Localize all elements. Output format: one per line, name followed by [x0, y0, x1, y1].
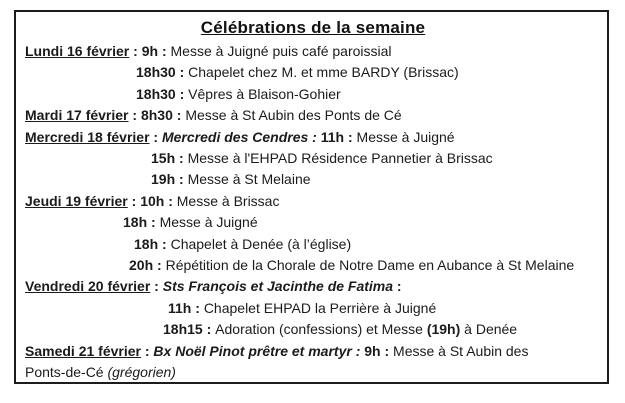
- time-label: (19h): [426, 321, 461, 338]
- separator: :: [127, 192, 141, 209]
- time-label: 9h: [364, 342, 381, 359]
- time-label: 18h15: [163, 321, 203, 338]
- event-text: Messe à Juigné: [356, 128, 455, 145]
- separator: :: [147, 214, 160, 231]
- event-text: Répétition de la Chorale de Notre Dame en Aubance à St Melaine: [165, 257, 575, 274]
- schedule-line: [25, 127, 601, 148]
- day-label: Vendredi 20 février: [25, 278, 151, 295]
- page-title: Célébrations de la semaine: [200, 18, 426, 37]
- time-label: 18h30: [136, 64, 176, 81]
- time-label: 19h: [151, 171, 176, 188]
- feast-label: Mercredi des Cendres :: [161, 128, 321, 145]
- schedule-line: [25, 234, 601, 255]
- schedule-line: [25, 169, 601, 190]
- feast-label: Bx Noël Pinot prêtre et martyr :: [153, 342, 365, 359]
- separator: :: [158, 43, 171, 59]
- event-text: Chapelet à Denée (à l’église): [170, 235, 352, 252]
- separator: :: [153, 257, 166, 274]
- event-text: Messe à St Aubin des Ponts de Cé: [185, 107, 402, 124]
- schedule-line: [25, 41, 601, 62]
- schedule-line: [25, 84, 601, 105]
- event-text: Messe à Brissac: [176, 192, 280, 209]
- separator: :: [380, 342, 394, 359]
- time-label: 9h: [141, 43, 159, 59]
- italic-note: (grégorien): [107, 364, 176, 381]
- schedule-line: [25, 362, 601, 383]
- schedule-line: [25, 276, 601, 297]
- day-label: Mardi 17 février: [25, 107, 129, 124]
- day-label: Lundi 16 février: [25, 43, 130, 59]
- schedule-line: [25, 298, 601, 319]
- time-label: 8h30: [140, 107, 173, 124]
- separator: :: [158, 235, 171, 252]
- schedule-line: [25, 341, 601, 362]
- schedule-line: [25, 212, 601, 233]
- separator: :: [164, 192, 177, 209]
- separator: :: [129, 43, 142, 59]
- separator: :: [172, 107, 186, 124]
- feast-label: Sts François et Jacinthe de Fatima: [162, 278, 394, 295]
- time-label: 15h: [151, 150, 176, 167]
- schedule-line: [25, 148, 601, 169]
- separator: :: [202, 321, 216, 338]
- separator: :: [393, 278, 402, 295]
- event-text: Messe à l'EHPAD Résidence Pannetier à Brissac: [187, 150, 493, 167]
- event-text: Ponts-de-Cé: [25, 364, 108, 381]
- schedule-lines: [25, 41, 601, 384]
- day-label: Samedi 21 février: [25, 342, 141, 359]
- separator: :: [149, 128, 162, 145]
- time-label: 18h: [134, 235, 159, 252]
- separator: :: [175, 150, 188, 167]
- separator: :: [175, 171, 188, 188]
- event-text: Messe à Juigné: [159, 214, 258, 231]
- event-text: Adoration (confessions) et Messe: [215, 321, 427, 338]
- separator: :: [175, 64, 189, 81]
- time-label: 11h: [168, 299, 192, 316]
- separator: :: [175, 85, 189, 102]
- time-label: 10h: [140, 192, 165, 209]
- schedule-line: [25, 255, 601, 276]
- event-text: Messe à St Aubin des: [393, 342, 529, 359]
- event-text: Vêpres à Blaison-Gohier: [188, 85, 341, 102]
- day-label: Mercredi 18 février: [25, 128, 150, 145]
- separator: :: [191, 299, 204, 316]
- time-label: 20h: [129, 257, 154, 274]
- time-label: 18h30: [136, 85, 176, 102]
- separator: :: [344, 128, 357, 145]
- day-label: Jeudi 19 février: [25, 192, 128, 209]
- separator: :: [128, 107, 141, 124]
- time-label: 11h: [320, 128, 345, 145]
- event-text: Chapelet chez M. et mme BARDY (Brissac): [188, 64, 459, 81]
- time-label: 18h: [123, 214, 148, 231]
- schedule-card: [14, 10, 609, 384]
- separator: :: [140, 342, 154, 359]
- schedule-line: [25, 319, 601, 340]
- separator: :: [150, 278, 163, 295]
- event-text: Messe à Juigné puis café paroissial: [170, 43, 392, 59]
- schedule-line: [25, 191, 601, 212]
- schedule-line: [25, 105, 601, 126]
- event-text: Chapelet EHPAD la Perrière à Juigné: [203, 299, 437, 316]
- event-text: à Denée: [460, 321, 518, 338]
- schedule-line: [25, 62, 601, 83]
- event-text: Messe à St Melaine: [187, 171, 311, 188]
